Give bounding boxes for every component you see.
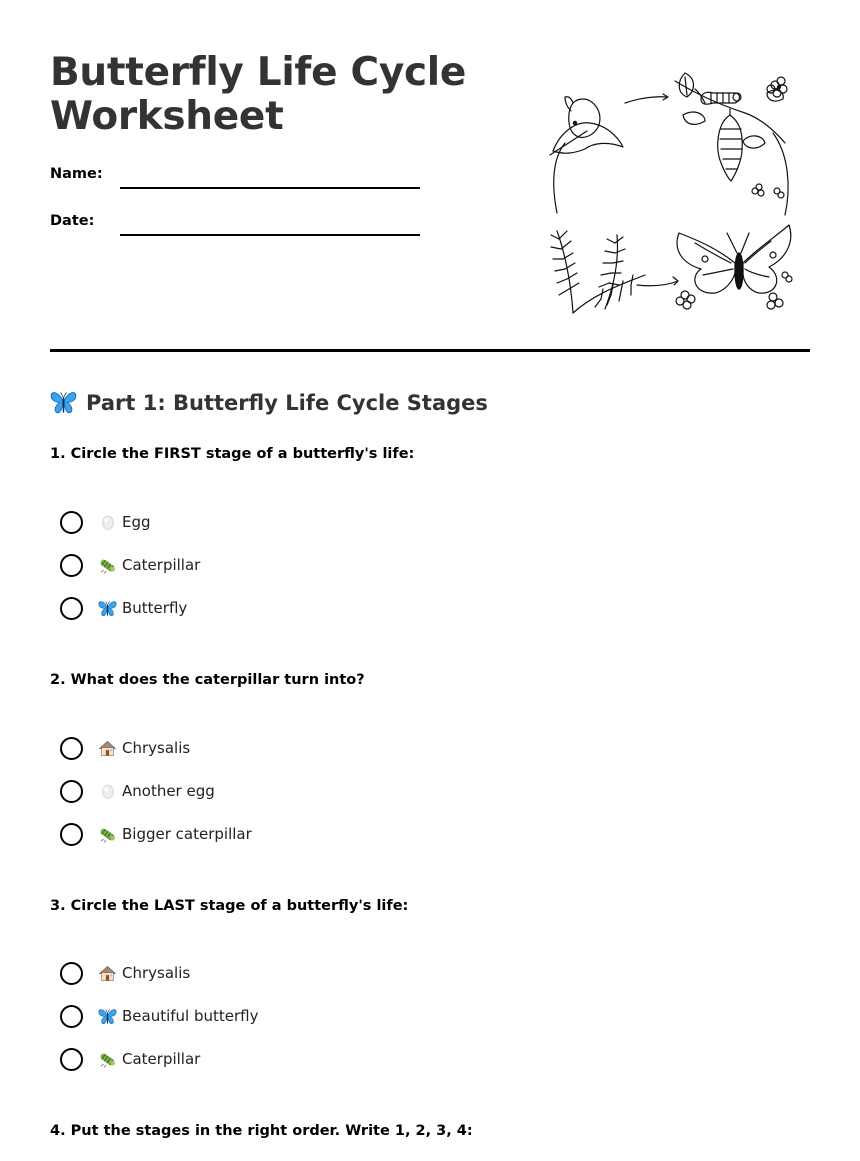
- radio-button[interactable]: [60, 823, 83, 846]
- question-3-option-beautiful-butterfly[interactable]: [60, 1003, 259, 1029]
- radio-button[interactable]: [60, 1005, 83, 1028]
- question-3-option-chrysalis[interactable]: [60, 960, 190, 986]
- egg-icon: [98, 782, 117, 801]
- option-label: Bigger caterpillar: [122, 825, 252, 843]
- question-4-text: 4. Put the stages in the right order. Write 1, 2, 3, 4:: [50, 1123, 473, 1139]
- question-1-option-butterfly[interactable]: [60, 595, 187, 621]
- radio-button[interactable]: [60, 737, 83, 760]
- option-label: Butterfly: [122, 599, 188, 617]
- part-1-title: [50, 389, 488, 416]
- option-label: Caterpillar: [122, 556, 201, 574]
- option-label: Caterpillar: [122, 1050, 201, 1068]
- question-3-text: 3. Circle the LAST stage of a butterfly's life:: [50, 898, 409, 914]
- name-field[interactable]: [120, 187, 420, 189]
- option-label: Chrysalis: [122, 739, 191, 757]
- caterpillar-icon: [98, 825, 117, 844]
- part-1-title-text: Part 1: Butterfly Life Cycle Stages: [86, 390, 488, 415]
- question-1-option-egg[interactable]: [60, 509, 151, 535]
- butterfly-icon: [98, 1007, 117, 1026]
- life-cycle-illustration: [545, 63, 805, 321]
- question-3-option-caterpillar[interactable]: [60, 1046, 200, 1072]
- option-label: Beautiful butterfly: [122, 1007, 259, 1025]
- name-label: Name:: [50, 166, 103, 182]
- option-label: Another egg: [122, 782, 215, 800]
- question-2-option-chrysalis[interactable]: [60, 735, 190, 761]
- question-1-text: 1. Circle the FIRST stage of a butterfly's life:: [50, 446, 415, 462]
- date-label: Date:: [50, 213, 95, 229]
- title-line-2: Worksheet: [50, 94, 284, 139]
- radio-button[interactable]: [60, 597, 83, 620]
- option-label: Egg: [122, 513, 151, 531]
- butterfly-icon: [98, 599, 117, 618]
- house-icon: [98, 964, 117, 983]
- question-2-text: 2. What does the caterpillar turn into?: [50, 672, 365, 688]
- caterpillar-icon: [98, 556, 117, 575]
- egg-icon: [98, 513, 117, 532]
- house-icon: [98, 739, 117, 758]
- butterfly-icon: [50, 389, 77, 416]
- header-divider: [50, 349, 810, 352]
- date-field[interactable]: [120, 234, 420, 236]
- radio-button[interactable]: [60, 554, 83, 577]
- radio-button[interactable]: [60, 962, 83, 985]
- option-label: Chrysalis: [122, 964, 191, 982]
- radio-button[interactable]: [60, 1048, 83, 1071]
- question-2-option-bigger-caterpillar[interactable]: [60, 821, 252, 847]
- question-1-option-caterpillar[interactable]: [60, 552, 200, 578]
- radio-button[interactable]: [60, 511, 83, 534]
- radio-button[interactable]: [60, 780, 83, 803]
- title-line-1: Butterfly Life Cycle: [50, 50, 466, 95]
- caterpillar-icon: [98, 1050, 117, 1069]
- question-2-option-another-egg[interactable]: [60, 778, 215, 804]
- worksheet-title: [50, 51, 466, 139]
